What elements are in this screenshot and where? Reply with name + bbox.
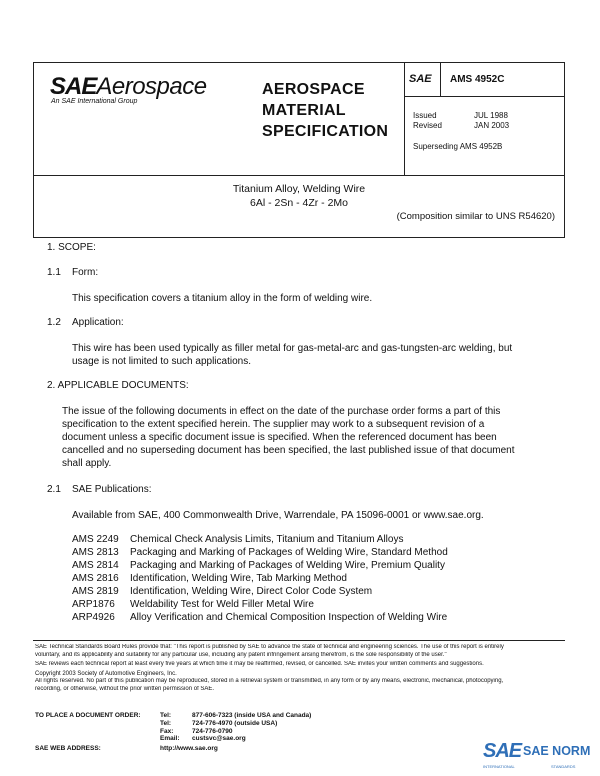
paragraph-line: The issue of the following documents in effect on the date of the purchase order forms a part of this: [62, 406, 501, 417]
stamp-sub-left: INTERNATIONAL: [483, 764, 515, 769]
superseding-note: Superseding AMS 4952B: [413, 142, 503, 151]
order-contacts: [160, 712, 311, 743]
issued-date: JUL 1988: [474, 111, 508, 120]
ams-number: AMS 4952C: [450, 74, 505, 85]
sae-small-logo: SAE: [409, 73, 432, 85]
issued-label: Issued: [413, 111, 437, 120]
section-heading: SAE Publications:: [72, 484, 152, 495]
web-label: SAE WEB ADDRESS:: [35, 745, 101, 752]
section-number: 1.2: [47, 317, 61, 328]
reference-title: Packaging and Marking of Packages of Welding Wire, Standard Method: [130, 547, 448, 558]
contact-row: [160, 720, 311, 728]
reference-list: [72, 533, 552, 624]
footer-line: SAE reviews each technical report at least every five years at which time it may be reaffirmed, revised, or cancelled. SAE invites your written comments and suggestions.: [35, 661, 484, 667]
email-label: Email:: [160, 735, 180, 743]
reference-code: ARP4926: [72, 612, 115, 623]
list-item: [72, 572, 552, 585]
contact-row: [160, 728, 311, 736]
stamp-sae-logo: SAE: [483, 740, 522, 762]
reference-code: AMS 2816: [72, 573, 119, 584]
sae-norm-stamp: [481, 740, 599, 774]
material-title: Titanium Alloy, Welding Wire: [232, 183, 366, 195]
footer-line: recording, or otherwise, without the prior written permission of SAE.: [35, 685, 215, 692]
paragraph: Available from SAE, 400 Commonwealth Drive, Warrendale, PA 15096-0001 or www.sae.org.: [72, 510, 484, 521]
logo-sae-text: SAE: [50, 73, 97, 100]
footer-divider: [33, 640, 565, 641]
contact-row: [160, 712, 311, 720]
paragraph: [62, 405, 562, 470]
paragraph: This specification covers a titanium alloy in the form of welding wire.: [72, 293, 373, 304]
paragraph-line: document unless a specific document issue is specified. When the referenced document has been: [62, 432, 497, 443]
reference-title: Chemical Check Analysis Limits, Titanium and Titanium Alloys: [130, 534, 404, 545]
reference-title: Packaging and Marking of Packages of Welding Wire, Premium Quality: [130, 560, 445, 571]
sae-aerospace-logo: [50, 73, 207, 101]
document-type-line: AEROSPACE: [262, 81, 365, 98]
reference-title: Identification, Welding Wire, Tab Marking Method: [130, 573, 347, 584]
section-heading: Form:: [72, 267, 99, 278]
list-item: [72, 546, 552, 559]
section-heading: Application:: [72, 317, 124, 328]
tel-label: Tel:: [160, 719, 172, 727]
header-divider: [404, 96, 565, 97]
tel-label: Tel:: [160, 712, 172, 719]
fax-label: Fax:: [160, 727, 174, 735]
paragraph-line: specification to the extent specified herein. The supplier may work to a subsequent revision of a: [62, 419, 485, 430]
email-value: custsvc@sae.org: [192, 735, 246, 743]
web-value: http://www.sae.org: [160, 745, 218, 752]
paragraph-line: This wire has been used typically as filler metal for gas-metal-arc and gas-tungsten-arc welding, but: [72, 343, 513, 354]
revised-label: Revised: [413, 121, 442, 130]
material-composition: 6Al - 2Sn - 4Zr - 2Mo: [249, 197, 349, 209]
uns-note: (Composition similar to UNS R54620): [396, 211, 555, 222]
list-item: [72, 533, 552, 546]
footer-legal: [35, 644, 565, 693]
reference-code: AMS 2249: [72, 534, 119, 545]
header-divider: [404, 62, 405, 175]
contact-row: [160, 735, 311, 743]
reference-code: ARP1876: [72, 599, 115, 610]
reference-title: Alloy Verification and Chemical Composition Inspection of Welding Wire: [130, 612, 448, 623]
logo-subtitle: An SAE International Group: [51, 98, 138, 105]
order-label: TO PLACE A DOCUMENT ORDER:: [35, 712, 141, 719]
revised-date: JAN 2003: [474, 121, 510, 130]
header-divider: [440, 62, 441, 96]
footer-line: voluntary, and its applicability and suitability for any particular use, including any patent infringement arising therefrom, is the sole responsibility of the user.": [35, 651, 447, 658]
paragraph-line: cancelled and no superseding document has been specified, the last published issue of that document: [62, 445, 515, 456]
paragraph: [72, 342, 562, 368]
reference-title: Weldability Test for Weld Filler Metal Wire: [130, 599, 314, 610]
footer-line: All rights reserved. No part of this publication may be reproduced, stored in a retrieval system or transmitted, in any form or by any means, electronic, mechanical, photocopying,: [35, 678, 504, 684]
reference-code: AMS 2814: [72, 560, 119, 571]
section-number: 2.1: [47, 484, 61, 495]
paragraph-line: shall apply.: [62, 458, 112, 469]
section-heading: 1. SCOPE:: [47, 242, 96, 253]
reference-code: AMS 2813: [72, 547, 119, 558]
reference-title: Identification, Welding Wire, Direct Color Code System: [130, 586, 373, 597]
section-heading: 2. APPLICABLE DOCUMENTS:: [47, 380, 189, 391]
reference-code: AMS 2819: [72, 586, 119, 597]
document-type-line: MATERIAL: [262, 102, 346, 119]
header-divider: [33, 175, 565, 176]
paragraph-line: usage is not limited to such applications.: [72, 356, 251, 367]
fax-value: 724-776-0790: [192, 727, 233, 735]
tel-value: 877-606-7323 (inside USA and Canada): [192, 712, 312, 719]
list-item: [72, 598, 552, 611]
tel-value: 724-776-4970 (outside USA): [192, 719, 278, 727]
list-item: [72, 611, 552, 624]
list-item: [72, 559, 552, 572]
stamp-norm-text: SAE NORM: [523, 744, 591, 758]
logo-aerospace-text: Aerospace: [96, 73, 207, 100]
footer-line: Copyright 2003 Society of Automotive Engineers, Inc.: [35, 670, 177, 677]
document-type-title: [262, 79, 388, 142]
document-type-line: SPECIFICATION: [262, 123, 389, 140]
footer-line: SAE Technical Standards Board Rules provide that: "This report is published by SAE to advance the state of technical and engineering sciences. The use of this report is entirely: [35, 644, 504, 650]
stamp-sub-right: STANDARDS: [551, 764, 576, 769]
section-number: 1.1: [47, 267, 61, 278]
list-item: [72, 585, 552, 598]
